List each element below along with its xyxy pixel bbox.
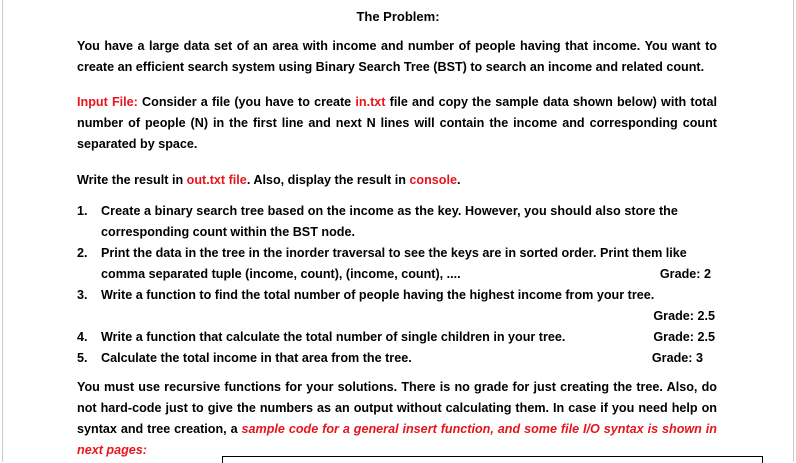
task-line: [101, 264, 718, 285]
task-item-1: [77, 201, 718, 243]
task-line: [101, 348, 718, 369]
task-line: corresponding count within the BST node.: [101, 225, 355, 239]
output-text3: .: [457, 173, 461, 187]
task-number: 3.: [77, 288, 88, 302]
grade-label: Grade: 3: [651, 351, 703, 365]
sample-code-note: sample code for a general insert function, and some file I/O syntax is shown in next pages:: [77, 422, 717, 457]
task-item-4: [77, 327, 718, 348]
grade-row: [101, 306, 718, 327]
closing-text: You must use recursive functions for your solutions. There is no grade for just creating the tree. Also, do not hard-code just to give the numbers as an output without calculating them. In case if you need help on syntax and tree creation, a: [77, 380, 717, 436]
task-number: 4.: [77, 330, 88, 344]
input-filename: in.txt: [355, 95, 386, 109]
intro-paragraph: You have a large data set of an area with income and number of people having that income. You want to create an efficient search system using Binary Search Tree (BST) to search an income and related count.: [77, 39, 717, 74]
input-file-label: Input File:: [77, 95, 138, 109]
task-line: Write a function to find the total number of people having the highest income from your tree.: [101, 288, 655, 302]
page-border-right: [793, 0, 794, 462]
page-title: The Problem:: [356, 9, 440, 24]
task-item-3: [77, 285, 718, 327]
page-border-left: [2, 0, 3, 462]
task-list: [77, 201, 718, 369]
task-item-2: [77, 243, 718, 285]
input-file-paragraph: [77, 92, 717, 155]
task-number: 1.: [77, 204, 88, 218]
task-line-text: Write a function that calculate the total number of single children in your tree.: [101, 330, 566, 344]
task-line: [101, 327, 718, 348]
task-item-5: [77, 348, 718, 369]
output-filename: out.txt file: [186, 173, 247, 187]
input-file-text2: file and copy the sample data shown below) with total number of people (N) in the first line and next N lines will contain the income and corresponding count separated by space.: [77, 95, 717, 151]
grade-label: Grade: 2.5: [653, 309, 715, 323]
closing-paragraph: [77, 377, 717, 461]
task-line-text: Calculate the total income in that area from the tree.: [101, 351, 412, 365]
task-line-text: comma separated tuple (income, count), (income, count), ....: [101, 267, 461, 281]
console-word: console: [409, 173, 457, 187]
output-text2: . Also, display the result in: [246, 173, 410, 187]
task-number: 5.: [77, 351, 88, 365]
task-line: Create a binary search tree based on the income as the key. However, you should also store the: [101, 204, 678, 218]
output-paragraph: [77, 170, 717, 191]
grade-label: Grade: 2: [659, 267, 711, 281]
task-line: Print the data in the tree in the inorder traversal to see the keys are in sorted order. Print them like: [101, 246, 687, 260]
input-file-text1: Consider a file (you have to create: [137, 95, 356, 109]
output-text1: Write the result in: [77, 173, 187, 187]
task-number: 2.: [77, 246, 88, 260]
grade-label: Grade: 2.5: [653, 330, 715, 344]
